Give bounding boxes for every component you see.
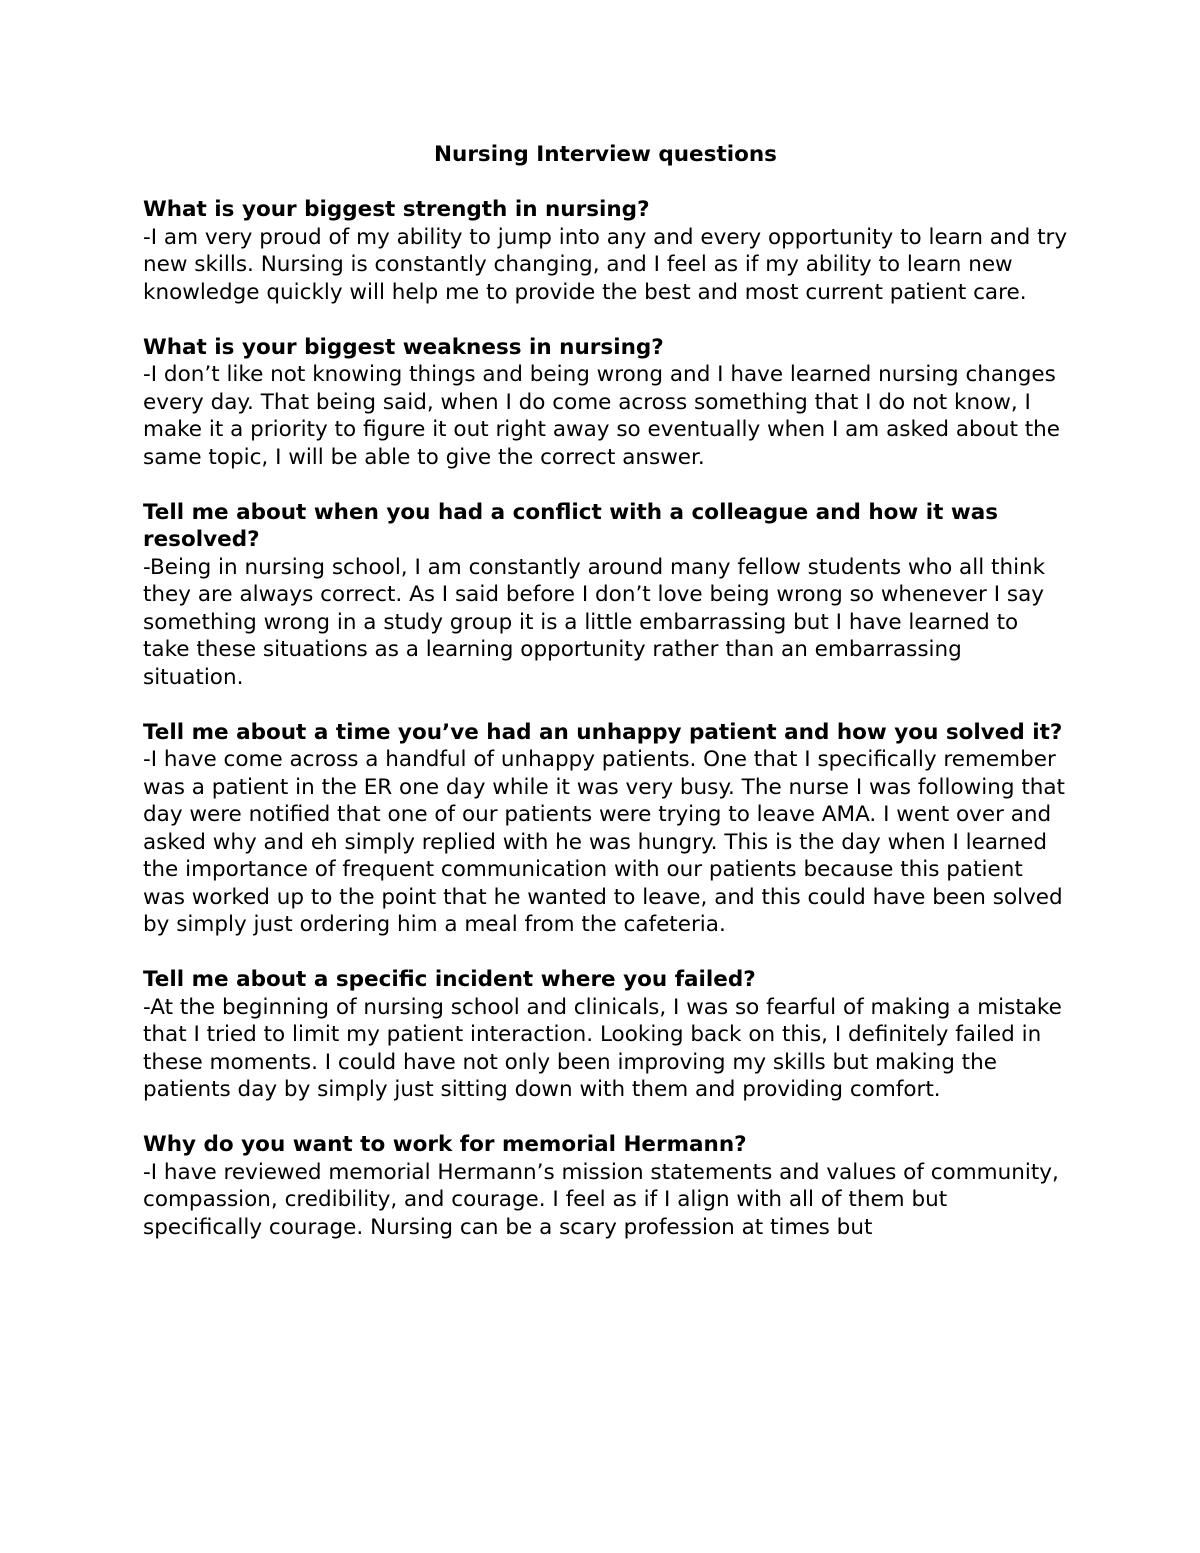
- question-heading: Why do you want to work for memorial Hermann?: [143, 1132, 747, 1157]
- qa-section-conflict: [143, 499, 1068, 692]
- document-title: Nursing Interview questions: [434, 142, 777, 167]
- qa-section-failure: [143, 966, 1068, 1104]
- question-heading: Tell me about when you had a conflict with a colleague and how it was resolved?: [143, 499, 999, 552]
- qa-section-why-employer: [143, 1131, 1068, 1241]
- qa-section-strength: [143, 196, 1068, 306]
- qa-section-unhappy-patient: [143, 719, 1068, 939]
- answer-paragraph: -I don’t like not knowing things and being wrong and I have learned nursing changes every day. That being said, when I do come across something that I do not know, I make it a priority to figure it out right away so eventually when I am asked about the same topic, I will be able to give the correct answer.: [143, 362, 1060, 470]
- question-heading: Tell me about a time you’ve had an unhappy patient and how you solved it?: [143, 719, 1063, 745]
- answer-paragraph: -Being in nursing school, I am constantly around many fellow students who all think they are always correct. As I said before I don’t love being wrong so whenever I say something wrong in a study group it is a little embarrassing but I have learned to take these situations as a learning opportunity rather than an embarrassing situation.: [143, 554, 1046, 690]
- question-heading: What is your biggest strength in nursing?: [143, 197, 650, 222]
- qa-section-weakness: [143, 334, 1068, 472]
- answer-paragraph: -I am very proud of my ability to jump into any and every opportunity to learn and try new skills. Nursing is constantly changing, and I feel as if my ability to learn new knowledge quickly will help me to provide the best and most current patient care.: [143, 224, 1068, 305]
- answer-paragraph: -I have come across a handful of unhappy patients. One that I specifically remember was a patient in the ER one day while it was very busy. The nurse I was following that day were notified that one of our patients were trying to leave AMA. I went over and asked why and eh simply replied with he was hungry. This is the day when I learned the importance of frequent communication with our patients because this patient was worked up to the point that he wanted to leave, and this could have been solved by simply just ordering him a meal from the cafeteria.: [143, 747, 1065, 937]
- question-heading: What is your biggest weakness in nursing?: [143, 334, 664, 360]
- answer-paragraph: -At the beginning of nursing school and clinicals, I was so fearful of making a mistake that I tried to limit my patient interaction. Looking back on this, I definitely failed in these moments. I could have not only been improving my skills but making the patients day by simply just sitting down with them and providing comfort.: [143, 994, 1062, 1102]
- answer-paragraph: -I have reviewed memorial Hermann’s mission statements and values of community, compassion, credibility, and courage. I feel as if I align with all of them but specifically courage. Nursing can be a scary profession at times but: [143, 1159, 1059, 1240]
- question-heading: Tell me about a specific incident where you failed?: [143, 967, 756, 992]
- document-body: [143, 141, 1068, 1269]
